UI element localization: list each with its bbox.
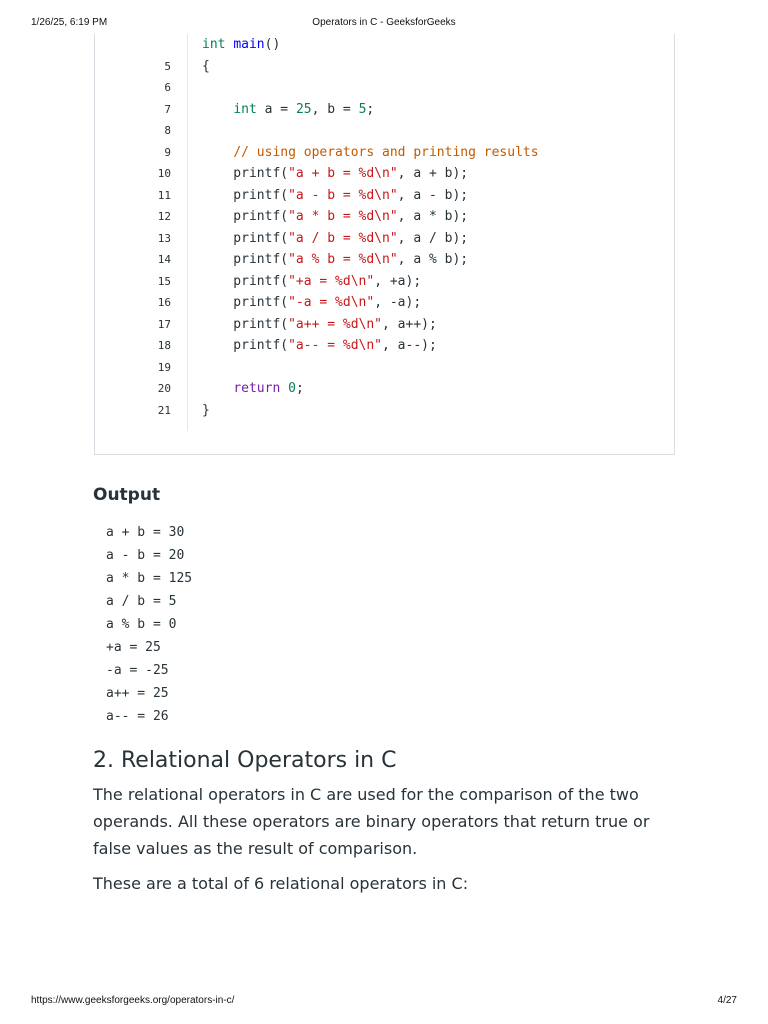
code-text [202,249,468,271]
code-line [0,142,675,164]
output-line: -a = -25 [106,663,169,678]
code-text [202,271,421,293]
output-line: a * b = 125 [106,571,193,586]
code-token [202,102,233,117]
code-text [202,378,304,400]
code-token: printf( [202,273,289,289]
code-text [202,185,468,207]
section-paragraph: The relational operators in C are used for the comparison of the two operands. All these operators are binary operators that return true or false values as the result of comparison. [93,785,650,858]
line-number: 8 [164,124,171,137]
code-token-kw: int [233,101,257,117]
code-line [0,378,675,400]
output-line: a - b = 20 [106,548,185,563]
code-line [0,120,675,142]
code-token: printf( [202,209,289,224]
print-page-title: Operators in C - GeeksforGeeks [312,17,456,28]
code-token: printf( [202,230,289,246]
print-datetime: 1/26/25, 6:19 PM [31,17,108,28]
code-line [0,357,675,379]
code-token: , a * b); [397,209,469,224]
code-text [202,56,210,78]
code-token-str: "a / b = %d\n" [288,230,398,246]
line-number: 20 [157,382,171,395]
code-token-num: 25 [295,101,312,117]
code-token: , a--); [382,338,437,353]
code-line [0,185,675,207]
code-token-str: "-a = %d\n" [288,295,375,310]
code-text [202,206,468,228]
code-text [202,142,539,164]
code-token: ; [295,381,304,396]
code-text [202,400,210,422]
code-line [0,206,675,228]
output-line: a + b = 30 [106,525,185,540]
line-number: 11 [157,188,171,202]
code-line [0,99,675,121]
code-token: , b = [311,101,359,117]
code-token-ret: return [233,381,281,396]
line-number: 19 [157,360,171,374]
line-number: 21 [157,403,171,417]
line-number: 18 [157,339,171,352]
code-token: printf( [202,316,289,332]
code-token: printf( [202,338,289,353]
output-line: a++ = 25 [106,686,169,701]
code-token: , a++); [382,316,437,332]
output-line: a-- = 26 [106,709,169,724]
code-line [0,77,675,99]
code-line [0,292,675,314]
print-page-number: 4/27 [717,995,737,1006]
code-token-str: "+a = %d\n" [288,273,375,289]
code-token: () [264,37,281,52]
line-number: 14 [157,253,171,266]
line-number: 10 [157,167,171,180]
code-line [0,314,675,336]
code-token: printf( [202,166,289,181]
print-header [0,17,768,31]
line-number: 6 [164,81,171,94]
code-token: { [202,58,210,74]
code-text [202,314,437,336]
line-number: 15 [157,274,171,288]
output-line: a / b = 5 [106,594,177,609]
code-line [0,163,675,185]
line-number: 9 [164,145,171,159]
code-token: printf( [202,252,289,267]
code-token-com: // using operators and printing results [233,144,539,160]
code-token: , a + b); [397,166,469,181]
code-token-num: 0 [288,381,296,396]
code-token: , -a); [374,295,422,310]
code-line [0,271,675,293]
code-line [0,400,675,422]
code-token [202,381,233,396]
code-token-fn: main [233,37,265,52]
code-line [0,335,675,357]
code-text [202,99,374,121]
section-heading: 2. Relational Operators in C [93,748,397,773]
code-token-str: "a * b = %d\n" [288,209,398,224]
code-text [202,34,280,56]
code-token: , a / b); [397,230,469,246]
line-number: 5 [164,59,171,73]
line-number: 16 [157,296,171,309]
print-footer [0,995,768,1009]
code-line [0,34,675,56]
code-token-kw: int [202,37,226,52]
code-token: , +a); [374,273,422,289]
code-token-str: "a - b = %d\n" [288,187,398,203]
code-text [202,335,437,357]
code-token-str: "a-- = %d\n" [288,338,383,353]
code-line [0,228,675,250]
print-url[interactable]: https://www.geeksforgeeks.org/operators-in-c/ [31,995,235,1006]
code-text [202,163,468,185]
output-heading: Output [93,485,161,505]
code-token: ; [366,101,375,117]
line-number: 12 [157,210,171,223]
code-text [202,228,468,250]
line-number: 17 [157,317,171,331]
code-token [280,381,288,396]
line-number: 7 [164,102,171,116]
code-token: printf( [202,295,289,310]
code-line [0,56,675,78]
code-token: , a % b); [397,252,469,267]
code-token-str: "a++ = %d\n" [288,316,383,332]
code-token: printf( [202,187,289,203]
code-token [202,145,233,160]
section-paragraph: These are a total of 6 relational operators in C: [93,874,469,893]
line-number: 13 [157,231,171,245]
code-token: , a - b); [397,187,469,203]
code-token-str: "a + b = %d\n" [288,166,398,181]
code-token-num: 5 [358,101,367,117]
code-text [202,292,421,314]
code-token-str: "a % b = %d\n" [288,252,398,267]
code-token: a = [256,101,296,117]
code-token: } [202,402,210,418]
output-line: a % b = 0 [106,617,177,632]
output-line: +a = 25 [106,640,161,655]
code-line [0,249,675,271]
